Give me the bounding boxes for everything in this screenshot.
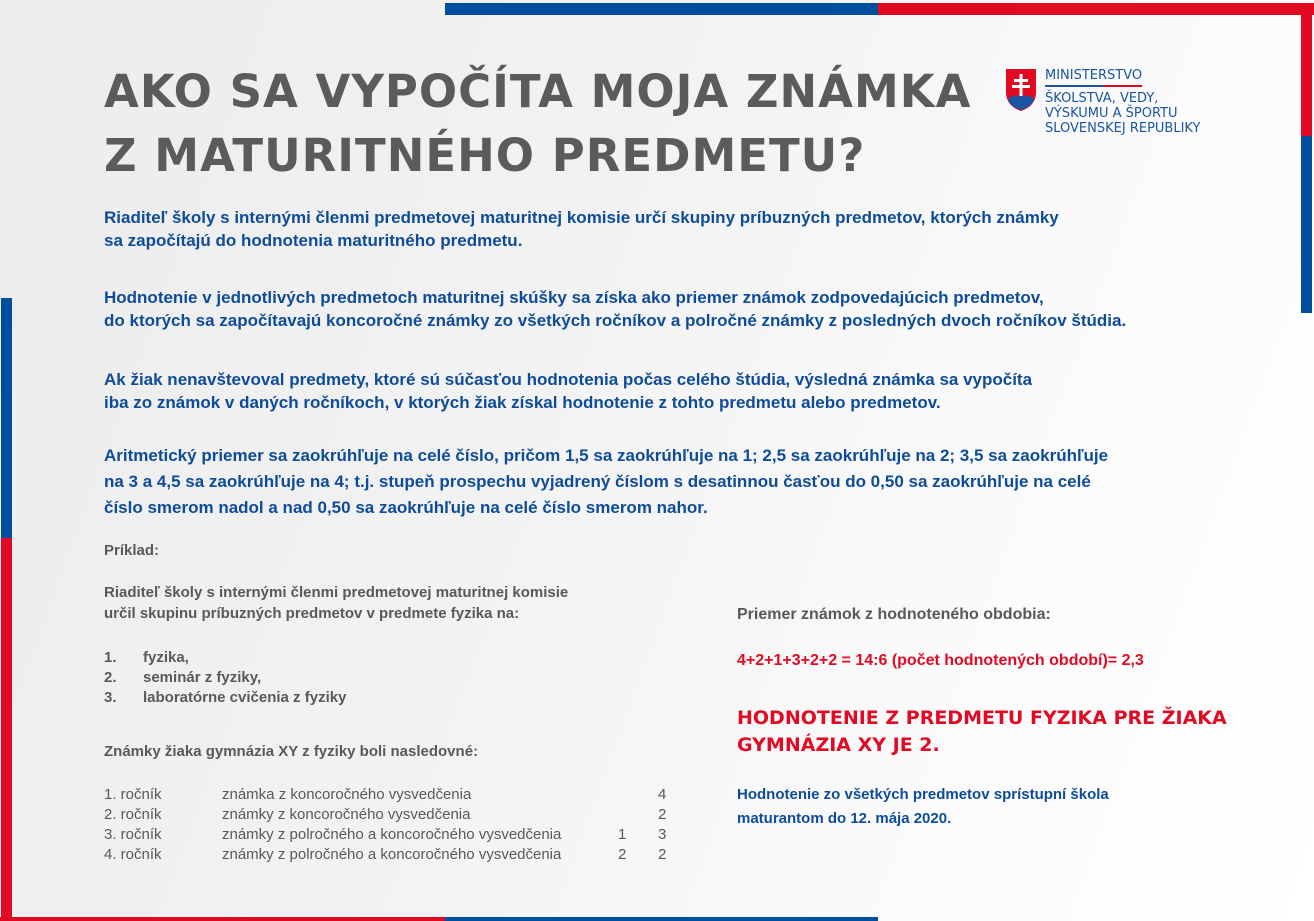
page-title [104,60,971,188]
grade-year: 2. ročník [104,806,162,823]
grade-half: 2 [618,846,627,863]
logo-line: MINISTERSTVO [1045,68,1142,87]
subject-number: 3. [104,689,117,706]
grade-desc: známky z polročného a koncoročného vysvedčenia [222,826,562,843]
grade-desc: známky z polročného a koncoročného vysvedčenia [222,846,562,863]
text-line: na 3 a 4,5 sa zaokrúhľuje na 4; t.j. stupeň prospechu vyjadrený číslom s desatinnou časťou do 0,50 sa zaokrúhľuje na celé [104,472,1091,491]
grades-heading: Známky žiaka gymnázia XY z fyziky boli nasledovné: [104,743,479,760]
grade-year: 3. ročník [104,826,162,843]
subject-number: 1. [104,649,117,666]
grade-final: 4 [658,786,667,803]
subject-name: laboratórne cvičenia z fyziky [143,689,347,706]
title-line: Z MATURITNÉHO PREDMETU? [104,129,866,182]
grade-final: 2 [658,806,667,823]
text-line: Riaditeľ školy s internými členmi predmetovej maturitnej komisie určí skupiny príbuzných predmetov, ktorých známky [104,208,1059,227]
note-line: Hodnotenie zo všetkých predmetov sprístupní škola [737,786,1109,803]
final-grade-conclusion [737,705,1227,759]
example-intro-line: Riaditeľ školy s internými členmi predmetovej maturitnej komisie [104,584,569,601]
bottom-stripe-blue [445,917,878,921]
grade-year: 4. ročník [104,846,162,863]
text-line: do ktorých sa započítavajú koncoročné známky zo všetkých ročníkov a polročné známky z posledných dvoch ročníkov štúdia. [104,311,1127,330]
logo-line: ŠKOLSTVA, VEDY, [1045,91,1159,106]
grade-half: 1 [618,826,627,843]
grade-desc: známky z koncoročného vysvedčenia [222,806,471,823]
average-formula: 4+2+1+3+2+2 = 14:6 (počet hodnotených období)= 2,3 [737,652,1144,669]
grade-desc: známka z koncoročného vysvedčenia [222,786,472,803]
text-line: sa započítajú do hodnotenia maturitného predmetu. [104,231,523,250]
top-stripe-red [878,3,1314,15]
text-line: číslo smerom nadol a nad 0,50 sa zaokrúhľuje na celé číslo smerom nahor. [104,498,708,517]
conclusion-line: HODNOTENIE Z PREDMETU FYZIKA PRE ŽIAKA [737,707,1227,729]
text-line: iba zo známok v daných ročníkoch, v ktorých žiak získal hodnotenie z tohto predmetu alebo predmetov. [104,393,941,412]
grade-final: 3 [658,826,667,843]
example-label: Príklad: [104,542,160,559]
average-label: Priemer známok z hodnoteného obdobia: [737,606,1051,623]
paragraph-average [104,286,1126,332]
conclusion-line: GYMNÁZIA XY JE 2. [737,734,940,756]
logo-line: VÝSKUMU A ŠPORTU [1045,106,1178,121]
subject-name: seminár z fyziky, [143,669,262,686]
ministry-logo-text [1045,68,1200,136]
subject-name: fyzika, [143,649,189,666]
top-stripe-blue [445,3,878,15]
slovak-coat-of-arms-icon [1005,68,1037,112]
paragraph-subject-groups [104,206,1059,252]
bottom-stripe-red [0,917,445,921]
logo-line: SLOVENSKEJ REPUBLIKY [1045,121,1201,136]
title-line: AKO SA VYPOČÍTA MOJA ZNÁMKA [104,65,972,118]
grade-year: 1. ročník [104,786,162,803]
subject-number: 2. [104,669,117,686]
paragraph-partial-study [104,368,1032,414]
availability-note [737,783,1109,831]
left-stripe-red [1,538,12,921]
right-stripe-red [1301,3,1312,136]
grade-final: 2 [658,846,667,863]
text-line: Hodnotenie v jednotlivých predmetoch maturitnej skúšky sa získa ako priemer známok zodpovedajúcich predmetov, [104,288,1044,307]
example-intro-line: určil skupinu príbuzných predmetov v predmete fyzika na: [104,605,520,622]
right-stripe-blue [1301,136,1312,313]
note-line: maturantom do 12. mája 2020. [737,810,952,827]
text-line: Aritmetický priemer sa zaokrúhľuje na celé číslo, pričom 1,5 sa zaokrúhľuje na 1; 2,5 sa zaokrúhľuje na 2; 3,5 sa zaokrúhľuje [104,446,1109,465]
paragraph-rounding [104,443,1108,521]
text-line: Ak žiak nenavštevoval predmety, ktoré sú súčasťou hodnotenia počas celého štúdia, výsledná známka sa vypočíta [104,370,1033,389]
left-stripe-blue [1,298,12,538]
